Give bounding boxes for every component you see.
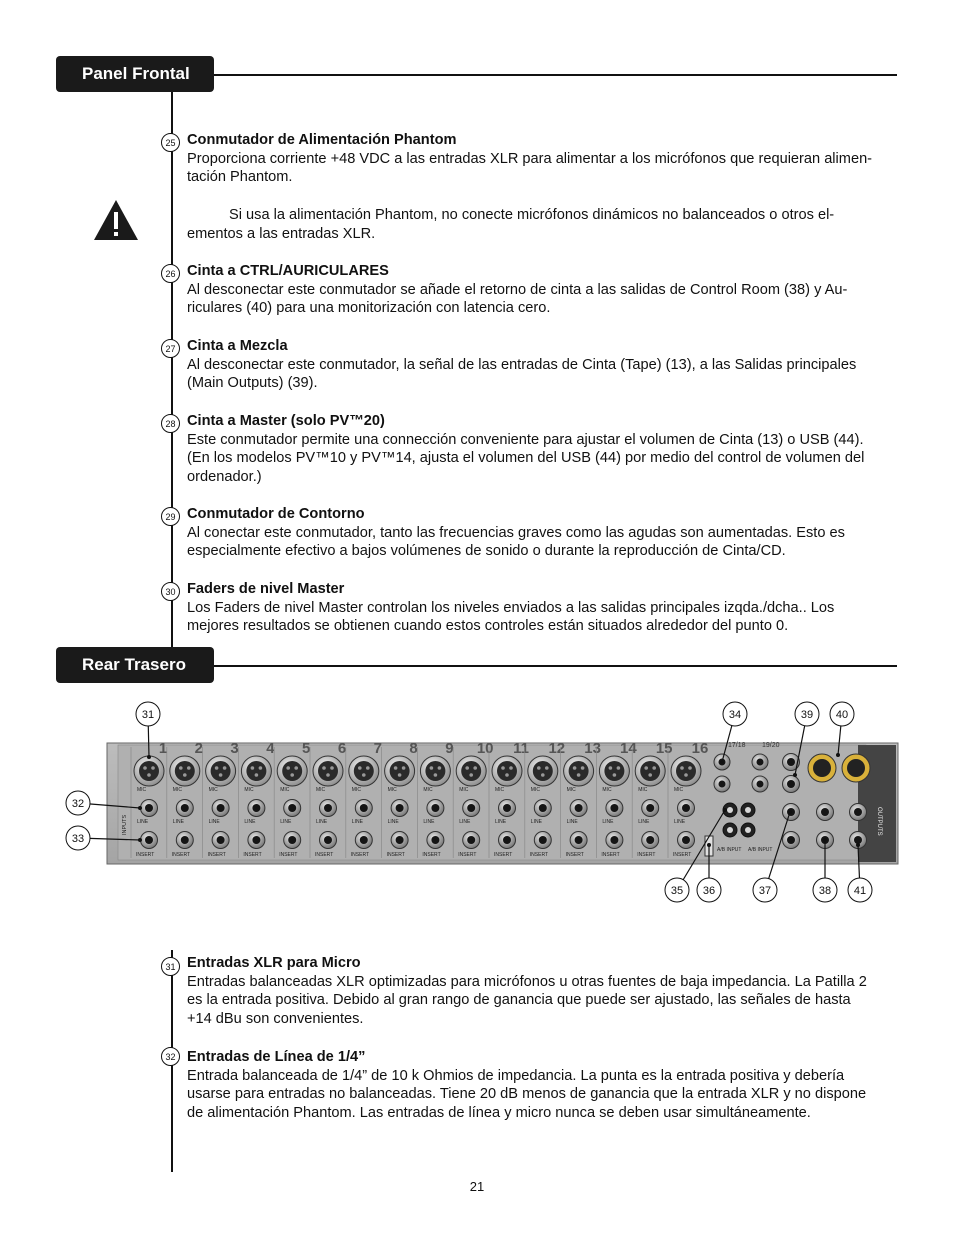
xlr-pin [223, 766, 227, 770]
item-number-27: 27 [161, 339, 180, 358]
callout-number: 36 [702, 885, 716, 897]
section-rule-front [214, 74, 897, 76]
section-title-rear-text: Rear Trasero [82, 655, 186, 674]
jack-label-line: LINE [137, 819, 149, 825]
insert-jack-hole [360, 836, 368, 844]
jack-label-line: LINE [172, 819, 184, 825]
xlr-socket [425, 761, 445, 781]
channel-number: 12 [548, 740, 566, 757]
line-jack-hole [575, 804, 583, 812]
xlr-pin [179, 766, 183, 770]
xlr-pin [294, 766, 298, 770]
jack-label-mic: MIC [423, 787, 433, 793]
xlr-pin [577, 773, 581, 777]
xlr-pin [501, 766, 505, 770]
rca-jack-center [745, 807, 751, 813]
callout-point [856, 843, 860, 847]
callout-number: 31 [141, 709, 155, 721]
jack-label-line: LINE [316, 819, 328, 825]
xlr-pin [473, 766, 477, 770]
xlr-socket [318, 761, 338, 781]
line-jack-hole [288, 804, 296, 812]
xlr-socket [604, 761, 624, 781]
stereo-input-jack-hole [719, 781, 726, 788]
channel-number: 14 [620, 740, 637, 757]
jack-label-insert: INSERT [422, 852, 441, 858]
warning-note-text: Si usa la alimentación Phantom, no conecte micrófonos dinámicos no balanceados o otros el-ementos a las entradas XLR. [187, 207, 835, 242]
jack-label-insert: INSERT [601, 852, 620, 858]
xlr-pin [648, 773, 652, 777]
jack-label-insert: INSERT [386, 852, 405, 858]
output-jack-hole [854, 808, 862, 816]
jack-label-line: LINE [459, 819, 471, 825]
xlr-pin [617, 766, 621, 770]
rca-jack-center [727, 827, 733, 833]
item-number-28: 28 [161, 414, 180, 433]
xlr-pin [143, 766, 147, 770]
output-jack-hole [854, 836, 862, 844]
stereo-label-19-20: 19/20 [762, 742, 780, 749]
jack-label-mic: MIC [459, 787, 469, 793]
rca-jack-center [727, 807, 733, 813]
insert-jack-hole [503, 836, 511, 844]
xlr-socket [175, 761, 195, 781]
jack-label-mic: MIC [638, 787, 648, 793]
callout-number: 34 [728, 709, 742, 721]
front-item-25 [187, 131, 877, 187]
item-text: Entrada balanceada de 1/4” de 10 k Ohmios de impedancia. La punta es la entrada positiva y debería usarse para entradas no balanceadas. Tiene 20 dB menos de ganancia que la entrada XLR y no dispone de alimentación Phantom. Las entradas de línea y micro nunca se deben usar simultáneamente. [187, 1067, 867, 1121]
xlr-pin [684, 773, 688, 777]
output-jack-hole [787, 836, 795, 844]
insert-jack-hole [145, 836, 153, 844]
jack-label-line: LINE [530, 819, 542, 825]
xlr-pin [652, 766, 656, 770]
xlr-pin [509, 766, 513, 770]
line-jack-hole [431, 804, 439, 812]
callout-point [823, 838, 827, 842]
item-title: Entradas XLR para Micro [187, 955, 361, 971]
xlr-socket [354, 761, 374, 781]
insert-jack-hole [646, 836, 654, 844]
xlr-pin [147, 773, 151, 777]
callout-number: 35 [670, 885, 684, 897]
insert-jack-hole [396, 836, 404, 844]
jack-label-insert: INSERT [279, 852, 298, 858]
jack-label-mic: MIC [602, 787, 612, 793]
xlr-socket [390, 761, 410, 781]
xlr-pin [362, 773, 366, 777]
insert-jack-hole [217, 836, 225, 844]
warning-icon [92, 198, 140, 242]
jack-label-line: LINE [495, 819, 507, 825]
item-number-26: 26 [161, 264, 180, 283]
item-number-32: 32 [161, 1047, 180, 1066]
xlr-pin [286, 766, 290, 770]
front-item-27 [187, 337, 877, 393]
jack-label-line: LINE [638, 819, 650, 825]
line-jack-hole [646, 804, 654, 812]
warning-note [187, 206, 877, 243]
xlr-socket [640, 761, 660, 781]
jack-label-mic: MIC [495, 787, 505, 793]
jack-label-insert: INSERT [171, 852, 191, 858]
insert-jack-hole [467, 836, 475, 844]
front-item-28 [187, 412, 877, 486]
callout-number: 41 [853, 885, 867, 897]
content-vertical-rule-front [171, 92, 173, 648]
jack-label-line: LINE [602, 819, 614, 825]
jack-label-mic: MIC [172, 787, 182, 793]
stereo-input-jack-hole [757, 781, 764, 788]
channel-number: 11 [513, 740, 529, 757]
jack-label-line: LINE [280, 819, 292, 825]
jack-label-insert: INSERT [315, 852, 334, 858]
channel-number: 3 [230, 740, 239, 757]
channel-number: 2 [194, 740, 203, 757]
xlr-pin [438, 766, 442, 770]
rca-jack-center [745, 827, 751, 833]
xlr-pin [358, 766, 362, 770]
item-number-31: 31 [161, 957, 180, 976]
xlr-socket [533, 761, 553, 781]
callout-point [788, 810, 792, 814]
line-jack-hole [145, 804, 153, 812]
callout-point [723, 808, 727, 812]
item-text: Al desconectar este conmutador se añade el retorno de cinta a las salidas de Control Room (38) y Au-riculares (40) para una monitorización con latencia cero. [187, 281, 848, 317]
main-out-xlr-socket [847, 759, 865, 777]
callout-point [720, 760, 724, 764]
channel-number: 7 [373, 740, 382, 757]
xlr-pin [434, 773, 438, 777]
insert-jack-hole [181, 836, 189, 844]
xlr-pin [609, 766, 613, 770]
xlr-pin [469, 773, 473, 777]
jack-label-mic: MIC [280, 787, 290, 793]
item-title: Faders de nivel Master [187, 581, 345, 597]
callout-number: 38 [818, 885, 832, 897]
front-item-26 [187, 262, 877, 318]
xlr-socket [139, 761, 159, 781]
jack-label-insert: INSERT [350, 852, 370, 858]
callout-number: 33 [71, 833, 85, 845]
xlr-pin [251, 766, 255, 770]
jack-label-insert: INSERT [565, 852, 584, 858]
jack-label-insert: INSERT [207, 852, 226, 858]
channel-number: 5 [302, 740, 311, 757]
item-title: Cinta a Mezcla [187, 338, 288, 354]
item-title: Entradas de Línea de 1/4” [187, 1049, 366, 1065]
line-jack-hole [503, 804, 511, 812]
jack-label-insert: INSERT [637, 852, 656, 858]
jack-label-mic: MIC [674, 787, 684, 793]
item-text: Al conectar este conmutador, tanto las frecuencias graves como las agudas son aumentadas. Esto es especialmente efectivo a bajos volúmenes de sonido o durante la reproducción de Cinta/CD. [187, 524, 845, 560]
line-jack-hole [360, 804, 368, 812]
insert-jack-hole [252, 836, 260, 844]
jack-label-insert: INSERT [243, 852, 262, 858]
jack-label-insert: INSERT [673, 852, 692, 858]
line-jack-hole [539, 804, 547, 812]
callout-point [707, 843, 711, 847]
callout-point [793, 773, 797, 777]
channel-number: 8 [409, 740, 418, 757]
output-jack-hole [821, 808, 829, 816]
channel-number: 4 [266, 740, 275, 757]
item-number-29: 29 [161, 507, 180, 526]
xlr-socket [282, 761, 302, 781]
item-title: Conmutador de Contorno [187, 506, 365, 522]
xlr-pin [402, 766, 406, 770]
jack-label-insert: INSERT [529, 852, 549, 858]
line-jack-hole [682, 804, 690, 812]
jack-label-line: LINE [566, 819, 578, 825]
page-number: 21 [469, 1179, 485, 1194]
channel-number: 9 [445, 740, 454, 757]
item-text: Entradas balanceadas XLR optimizadas para micrófonos u otras fuentes de baja impedancia. La Patilla 2 es la entrada positiva. Debido al gran rango de ganancia que puede ser ajustado, las señales de hasta +14 dBu son convenientes. [187, 973, 867, 1027]
stereo-label-17-18: 17/18 [728, 742, 746, 749]
insert-jack-hole [682, 836, 690, 844]
insert-jack-hole [539, 836, 547, 844]
jack-label-line: LINE [208, 819, 220, 825]
insert-jack-hole [431, 836, 439, 844]
jack-label-insert: INSERT [136, 852, 155, 858]
jack-label-mic: MIC [351, 787, 361, 793]
xlr-socket [676, 761, 696, 781]
xlr-pin [326, 773, 330, 777]
output-jack-hole [787, 780, 795, 788]
xlr-pin [581, 766, 585, 770]
callout-number: 40 [835, 709, 849, 721]
channel-number: 15 [655, 740, 673, 757]
xlr-pin [330, 766, 334, 770]
insert-jack-hole [575, 836, 583, 844]
main-out-xlr-socket [813, 759, 831, 777]
xlr-pin [537, 766, 541, 770]
xlr-socket [461, 761, 481, 781]
xlr-pin [613, 773, 617, 777]
channel-number: 16 [691, 740, 709, 757]
callout-number: 37 [758, 885, 772, 897]
xlr-pin [151, 766, 155, 770]
item-title: Conmutador de Alimentación Phantom [187, 132, 457, 148]
insert-jack-hole [610, 836, 618, 844]
item-text: Los Faders de nivel Master controlan los niveles enviados a las salidas principales izqda./dcha.. Los mejores resultados se obtienen cuando estos controles están situados alrededor del punto 0. [187, 599, 835, 635]
xlr-pin [573, 766, 577, 770]
item-text: Al desconectar este conmutador, la señal de las entradas de Cinta (Tape) (13), a las Salidas principales (Main Outputs) (39). [187, 356, 857, 392]
jack-label-line: LINE [674, 819, 686, 825]
xlr-socket [497, 761, 517, 781]
section-title-front-text: Panel Frontal [82, 64, 190, 83]
output-jack-hole [787, 758, 795, 766]
channel-number: 1 [158, 740, 168, 757]
item-number-30: 30 [161, 582, 180, 601]
line-jack-hole [396, 804, 404, 812]
jack-label-line: LINE [423, 819, 435, 825]
xlr-pin [255, 773, 259, 777]
callout-point [147, 755, 151, 759]
line-jack-hole [467, 804, 475, 812]
jack-label-insert: INSERT [458, 852, 477, 858]
xlr-pin [394, 766, 398, 770]
outputs-label: OUTPUTS [876, 807, 882, 836]
line-jack-hole [217, 804, 225, 812]
section-title-rear [56, 647, 214, 683]
rear-item-32 [187, 1048, 877, 1122]
channel-number: 13 [584, 740, 601, 757]
jack-label-line: LINE [387, 819, 399, 825]
jack-label-mic: MIC [566, 787, 576, 793]
jack-label-mic: MIC [137, 787, 147, 793]
xlr-pin [430, 766, 434, 770]
section-title-front [56, 56, 214, 92]
xlr-pin [398, 773, 402, 777]
line-jack-hole [181, 804, 189, 812]
xlr-pin [545, 766, 549, 770]
callout-point [138, 838, 142, 842]
callout-number: 32 [71, 798, 85, 810]
jack-label-mic: MIC [387, 787, 397, 793]
jack-label-line: LINE [351, 819, 363, 825]
insert-jack-hole [288, 836, 296, 844]
front-item-30 [187, 580, 877, 636]
item-text: Proporciona corriente +48 VDC a las entradas XLR para alimentar a los micrófonos que requieran alimen-tación Phantom. [187, 150, 873, 186]
insert-jack-hole [324, 836, 332, 844]
xlr-pin [505, 773, 509, 777]
xlr-pin [187, 766, 191, 770]
xlr-pin [688, 766, 692, 770]
xlr-pin [215, 766, 219, 770]
xlr-pin [680, 766, 684, 770]
channel-number: 6 [337, 740, 347, 757]
ab-input-label-2: A/B INPUT [748, 847, 773, 853]
item-title: Cinta a CTRL/AURICULARES [187, 263, 389, 279]
jack-label-mic: MIC [244, 787, 254, 793]
jack-label-mic: MIC [208, 787, 218, 793]
jack-label-line: LINE [244, 819, 256, 825]
jack-label-mic: MIC [316, 787, 326, 793]
xlr-socket [211, 761, 231, 781]
stereo-input-jack-hole [757, 759, 764, 766]
xlr-pin [541, 773, 545, 777]
section-rule-rear [214, 665, 897, 667]
jack-label-mic: MIC [530, 787, 540, 793]
rear-panel-diagram [0, 695, 954, 910]
xlr-pin [219, 773, 223, 777]
item-number-25: 25 [161, 133, 180, 152]
line-jack-hole [252, 804, 260, 812]
xlr-pin [259, 766, 263, 770]
item-text: Este conmutador permite una connección conveniente para ajustar el volumen de Cinta (13) o USB (44). (En los modelos PV™10 y PV™14, ajusta el volumen del USB (44) por medio del control de volumen del ordenador.) [187, 431, 865, 485]
line-jack-hole [610, 804, 618, 812]
callout-point [138, 806, 142, 810]
rear-item-31 [187, 954, 877, 1028]
item-title: Cinta a Master (solo PV™20) [187, 413, 385, 429]
xlr-socket [569, 761, 589, 781]
xlr-socket [246, 761, 266, 781]
channel-number: 10 [476, 740, 494, 757]
ab-input-label: A/B INPUT [717, 847, 742, 853]
xlr-pin [183, 773, 187, 777]
callout-point [836, 753, 840, 757]
xlr-pin [465, 766, 469, 770]
inputs-label: INPUTS [122, 814, 128, 835]
line-jack-hole [324, 804, 332, 812]
jack-label-insert: INSERT [494, 852, 513, 858]
xlr-pin [322, 766, 326, 770]
xlr-pin [290, 773, 294, 777]
xlr-pin [366, 766, 370, 770]
xlr-pin [644, 766, 648, 770]
callout-number: 39 [800, 709, 814, 721]
front-item-29 [187, 505, 877, 561]
